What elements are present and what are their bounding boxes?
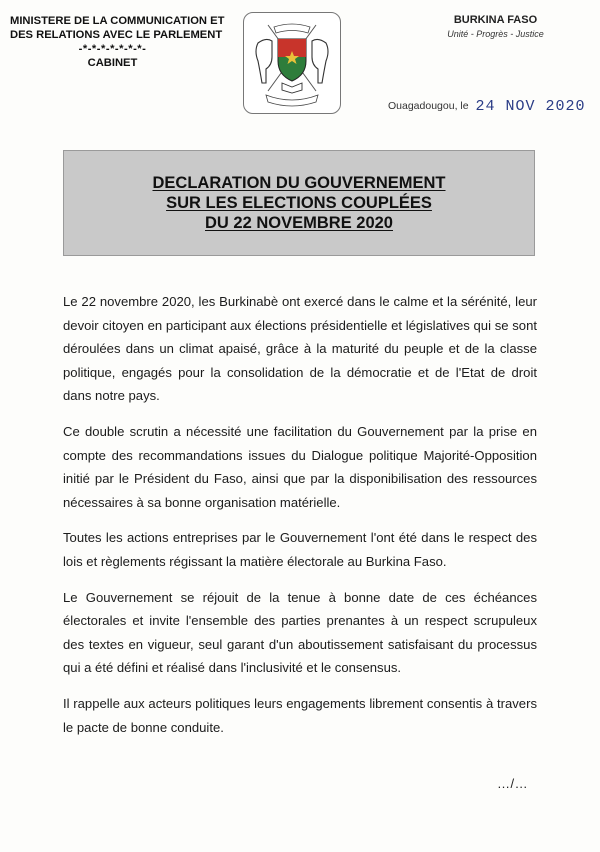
country-motto: Unité - Progrès - Justice — [447, 29, 544, 39]
date-stamp: 24 NOV 2020 — [475, 98, 586, 115]
ministry-header — [10, 14, 250, 70]
title-line: SUR LES ELECTIONS COUPLÉES — [166, 194, 432, 212]
ministry-line: DES RELATIONS AVEC LE PARLEMENT — [10, 29, 223, 41]
declaration-body — [63, 290, 537, 751]
header-separator: -*-*-*-*-*-*-*- — [78, 43, 147, 55]
body-paragraph: Le 22 novembre 2020, les Burkinabè ont exercé dans le calme et la sérénité, leur devoir citoyen en participant aux élections présidentielle et législatives qui se sont déroulées dans un climat apaisé, grâce à la maturité du peuple et de la classe politique, engagés pour la consolidation de la démocratie et de l'Etat de droit dans notre pays. — [63, 294, 537, 404]
body-paragraph: Toutes les actions entreprises par le Gouvernement l'ont été dans le respect des lois et règlements régissant la matière électorale au Burkina Faso. — [63, 530, 537, 569]
country-name: BURKINA FASO — [453, 14, 538, 26]
ministry-line: MINISTERE DE LA COMMUNICATION ET — [10, 15, 225, 27]
coat-of-arms-icon — [243, 12, 341, 114]
body-paragraph: Ce double scrutin a nécessité une facilitation du Gouvernement par la prise en compte des recommandations issues du Dialogue politique Majorité-Opposition initié par le Président du Faso, ainsi que par la disponibilisation des ressources nécessaires à sa bonne organisation matérielle. — [63, 423, 537, 510]
title-line: DECLARATION DU GOUVERNEMENT — [152, 174, 446, 192]
date-place: Ouagadougou, le — [388, 100, 469, 112]
body-paragraph: Le Gouvernement se réjouit de la tenue à bonne date de ces échéances électorales et invite l'ensemble des parties prenantes à un respect scrupuleux des textes en vigueur, seul garant d'un aboutissement satisfaisant du processus qui a été défini et réalisé dans l'inclusivité et le consensus. — [63, 589, 537, 676]
declaration-title-box — [63, 150, 535, 256]
country-header — [418, 14, 573, 39]
page-continuation: …/… — [497, 776, 529, 791]
dateline — [388, 98, 586, 115]
body-paragraph: Il rappelle aux acteurs politiques leurs engagements librement consentis à travers le pacte de bonne conduite. — [63, 695, 537, 735]
cabinet-label: CABINET — [87, 57, 138, 69]
title-line: DU 22 NOVEMBRE 2020 — [205, 214, 393, 232]
